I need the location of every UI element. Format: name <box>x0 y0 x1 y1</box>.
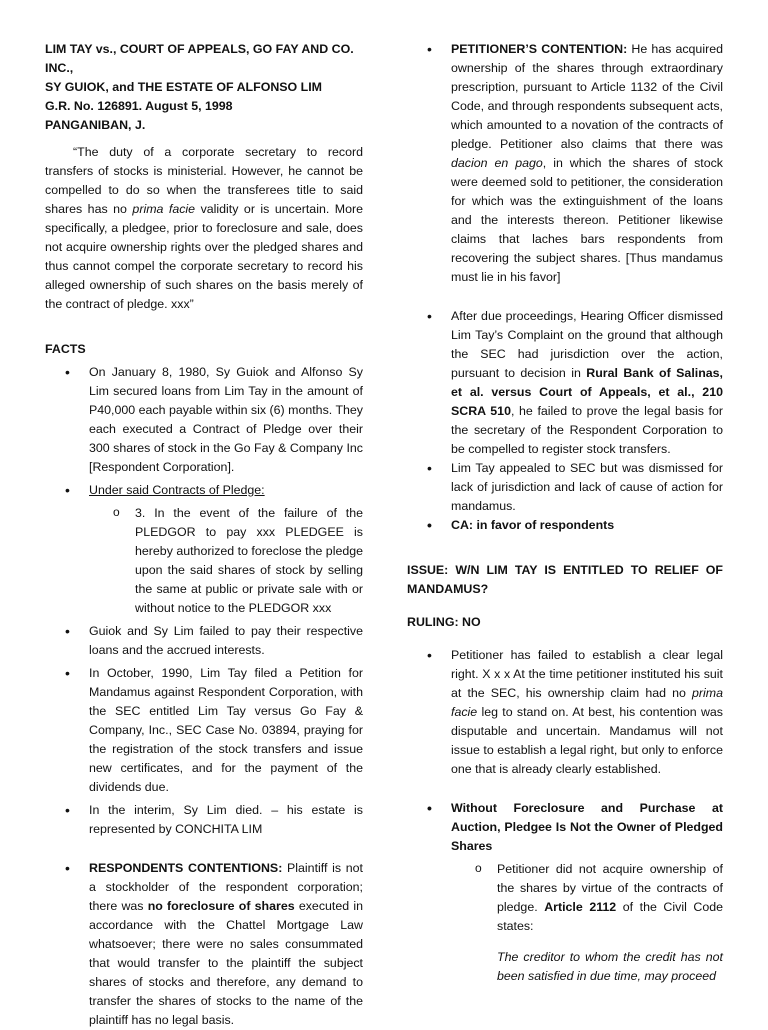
issue-label: ISSUE: <box>407 563 449 577</box>
ponente: PANGANIBAN, J. <box>45 118 146 132</box>
fact-sub-text: 3. In the event of the failure of the PLEDGOR to pay xxx PLEDGEE is hereby authorized to foreclose the pledge upon the said shares of stock by selling the same at public or private sale with or without notice to the PLEDGOR xxx <box>135 506 364 615</box>
r1-text-c: leg to stand on. At best, his contention was disputable and uncertain. Mandamus will not issue to establish a legal right, but only to enforce one that is already clearly established. <box>451 705 723 776</box>
hear-text-a: After due proceedings, Hearing Officer dismissed Lim Tay’s Complaint on the ground that although the SEC had jurisdiction over the action, pursuant to decision in <box>451 309 723 380</box>
issue-line <box>407 561 723 599</box>
pet-text-a: He has acquired ownership of the shares through extraordinary prescription, pursuant to Article 1132 of the Civil Code, and through respondents subsequent acts, which amounted to a novation of the contracts of pledge. Petitioner also claims that there was <box>451 42 723 151</box>
quote-italic: prima facie <box>132 202 196 216</box>
fact-item-3: • Guiok and Sy Lim failed to pay their respective loans and the accrued interests. <box>45 622 363 660</box>
hearing-officer-item <box>407 307 723 459</box>
fact-item-6-b: no foreclosure of shares <box>147 899 295 913</box>
appeal-item: • Lim Tay appealed to SEC but was dismissed for lack of jurisdiction and lack of cause of action for mandamus. <box>407 459 723 516</box>
ruling-sub-item <box>407 860 723 936</box>
fact-item-1: • On January 8, 1980, Sy Guiok and Alfonso Sy Lim secured loans from Lim Tay in the amount of P40,000 each payable within six (6) months. They each executed a Contract of Pledge over their 300 shares of stock in the Go Fay & Company Inc [Respondent Corporation]. <box>45 363 363 477</box>
case-title-line-1: LIM TAY vs., COURT OF APPEALS, GO FAY AND CO. INC., <box>45 42 354 75</box>
ca-item: • CA: in favor of respondents <box>407 516 723 535</box>
quote-text-a: “The duty of a corporate secretary to record transfers of stocks is ministerial. However, he cannot be compelled to do so when the transferees title to said shares has no <box>45 145 363 216</box>
contentions-list <box>407 40 723 535</box>
sub-bullet-icon: o <box>113 505 120 519</box>
ruling-item-1 <box>407 646 723 779</box>
r2-sub-text-c: of the Civil Code states: <box>497 900 723 933</box>
facts-heading: FACTS <box>45 342 86 356</box>
ruling-heading: RULING: NO <box>407 615 481 629</box>
facts-list <box>45 363 363 1030</box>
article-ref: Article 2112 <box>544 900 617 914</box>
fact-item-2 <box>45 481 363 500</box>
fact-item-6-c: executed in accordance with the Chattel Mortgage Law whatsoever; there were no sales consummated that would transfer to the plaintiff the subject shares of stocks and therefore, any demand to transfer the shares of stocks to the name of the plaintiff has no legal basis. <box>89 899 363 1027</box>
case-citation: G.R. No. 126891. August 5, 1998 <box>45 99 233 113</box>
fact-item-2-text: Under said Contracts of Pledge: <box>89 483 265 497</box>
hear-text-c: , he failed to prove the legal basis for the secretary of the Respondent Corporation to be compelled to register stock transfers. <box>451 404 724 456</box>
hear-citation: Rural Bank of Salinas, et al. versus Court of Appeals, et al., 210 SCRA 510 <box>451 366 723 418</box>
issue-text: W/N LIM TAY IS ENTITLED TO RELIEF OF MANDAMUS? <box>407 563 723 596</box>
ruling-list <box>407 646 723 936</box>
pet-text-c: , in which the shares of stock were deemed sold to petitioner, the consideration for which was the extinguishment of the loans and the interests thereon. Petitioner likewise claims that laches bars respondents from recovering the subject shares. [Thus mandamus must lie in his favor] <box>451 156 724 284</box>
article-quote: The creditor to whom the credit has not been satisfied in due time, may proceed <box>497 950 723 983</box>
pet-italic: dacion en pago <box>451 156 543 170</box>
r2-sub-text-a: Petitioner did not acquire ownership of the shares by virtue of the contracts of pledge. <box>497 862 723 914</box>
fact-item-5: • In the interim, Sy Lim died. – his estate is represented by CONCHITA LIM <box>45 801 363 839</box>
r1-italic: prima facie <box>451 686 723 719</box>
case-title-line-2: SY GUIOK, and THE ESTATE OF ALFONSO LIM <box>45 80 322 94</box>
respondents-label: RESPONDENTS CONTENTIONS: <box>89 861 283 875</box>
quote-text-c: validity or is uncertain. More specifically, a pledgee, prior to foreclosure and sale, does not acquire ownership rights over the pledged shares and thus cannot compel the corporate secretary to record his alleged ownership of such shares on the basis merely of the contract of pledge. xxx” <box>45 202 364 311</box>
petitioner-contention <box>407 40 723 287</box>
petitioner-label: PETITIONER’S CONTENTION: <box>451 42 628 56</box>
fact-item-6-a: Plaintiff is not a stockholder of the respondent corporation; there was <box>89 861 363 913</box>
fact-item-4: • In October, 1990, Lim Tay filed a Petition for Mandamus against Respondent Corporation, with the SEC entitled Lim Tay versus Go Fay & Company, Inc., SEC Case No. 03894, praying for the registration of the stock transfers and issue new certificates, and for the payment of the dividends due. <box>45 664 363 797</box>
right-column <box>407 40 723 986</box>
left-column <box>45 40 363 1030</box>
r1-text-a: Petitioner has failed to establish a clear legal right. X x x At the time petitioner instituted his suit at the SEC, his ownership claim had no <box>451 648 723 700</box>
fact-item-6 <box>45 859 363 1030</box>
doctrine-quote <box>45 143 363 314</box>
ruling-item-2: • Without Foreclosure and Purchase at Auction, Pledgee Is Not the Owner of Pledged Shares <box>407 799 723 856</box>
fact-sub-item <box>45 504 363 618</box>
